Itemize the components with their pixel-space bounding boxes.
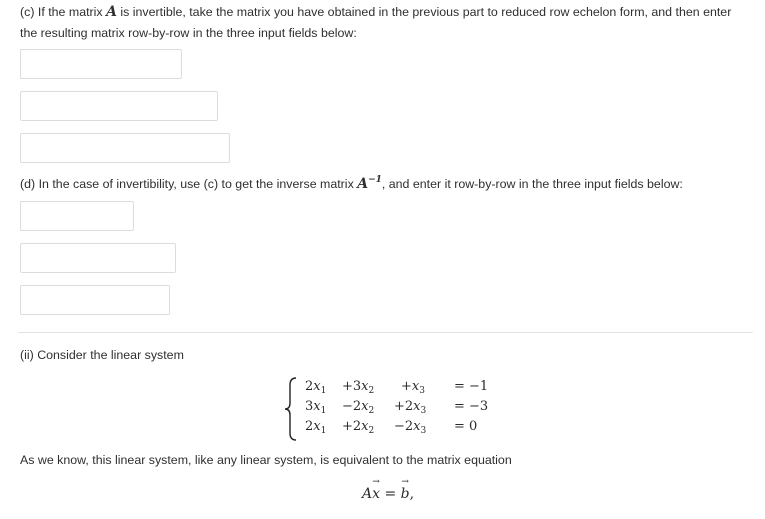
row1-coef3: + — [401, 379, 412, 394]
row3-rhs: = 0 — [454, 419, 478, 434]
row3-var1: x — [313, 419, 321, 434]
part-d-instructions — [20, 174, 750, 195]
vector-arrow-icon: → — [372, 477, 380, 487]
row2-var2: x — [361, 399, 369, 414]
row2-coef3: +2 — [394, 399, 414, 414]
rref-row-1-input[interactable] — [20, 49, 182, 79]
row2-var1: x — [313, 399, 321, 414]
inverse-row-2-input[interactable] — [20, 243, 176, 273]
rref-row-3-input[interactable] — [20, 133, 230, 163]
row1-rhs: = −1 — [454, 379, 489, 394]
inverse-row-1-input[interactable] — [20, 201, 134, 231]
row3-var3: x — [413, 419, 421, 434]
rref-row-2-input[interactable] — [20, 91, 218, 121]
row3-coef3: −2 — [394, 419, 414, 434]
row3-coef1: 2 — [305, 419, 314, 434]
row1-var2: x — [361, 379, 369, 394]
row2-var3: x — [413, 399, 421, 414]
part-d-text-before: (d) In the case of invertibility, use (c) to get the inverse matrix — [20, 177, 358, 191]
row1-var3: x — [411, 379, 420, 394]
matrix-equation — [362, 477, 415, 502]
part-c-text-before: (c) If the matrix — [20, 5, 107, 19]
row1-sub3: 3 — [419, 386, 425, 396]
row3-sub1: 1 — [320, 426, 327, 436]
row1-sub1: 1 — [320, 386, 327, 396]
inverse-matrix-symbol — [357, 176, 382, 192]
left-brace — [283, 376, 299, 442]
part-d-text-after: , and enter it row-by-row in the three input fields below: — [381, 177, 683, 191]
row2-sub3: 3 — [420, 406, 427, 416]
eq-vector-x-letter: x — [372, 486, 381, 502]
part-c-instructions — [20, 2, 750, 44]
row2-sub1: 1 — [320, 406, 327, 416]
inverse-exponent: −1 — [368, 175, 382, 185]
row1-coef2: +3 — [342, 379, 362, 394]
equivalence-text: As we know, this linear system, like any linear system, is equivalent to the matrix equation — [20, 453, 512, 467]
row1-sub2: 2 — [368, 386, 375, 396]
part-c-text-after: is invertible, take the matrix you have obtained in the previous part to reduced row echelon form, and then enter the resulting matrix row-by-row in the three input fields below: — [20, 5, 732, 40]
eq-matrix-a: A — [362, 486, 373, 502]
row3-sub3: 3 — [420, 426, 427, 436]
inverse-matrix-base: A — [357, 176, 369, 192]
eq-comma: , — [409, 486, 415, 502]
row2-coef1: 3 — [305, 399, 314, 414]
row2-rhs: = −3 — [454, 399, 489, 414]
row1-coef1: 2 — [305, 379, 314, 394]
eq-vector-x — [372, 477, 381, 502]
inverse-row-3-input[interactable] — [20, 285, 170, 315]
section-divider — [18, 332, 753, 333]
eq-vector-b — [400, 477, 410, 502]
row2-sub2: 2 — [368, 406, 375, 416]
row3-coef2: +2 — [342, 419, 362, 434]
row1-var1: x — [313, 379, 321, 394]
row3-var2: x — [361, 419, 369, 434]
vector-arrow-icon: → — [401, 477, 409, 487]
part-ii-intro: (ii) Consider the linear system — [20, 348, 184, 362]
eq-vector-b-letter: b — [400, 486, 410, 502]
row2-coef2: −2 — [342, 399, 362, 414]
matrix-a-symbol: A — [106, 4, 117, 20]
eq-equals: = — [380, 486, 401, 502]
row3-sub2: 2 — [368, 426, 375, 436]
